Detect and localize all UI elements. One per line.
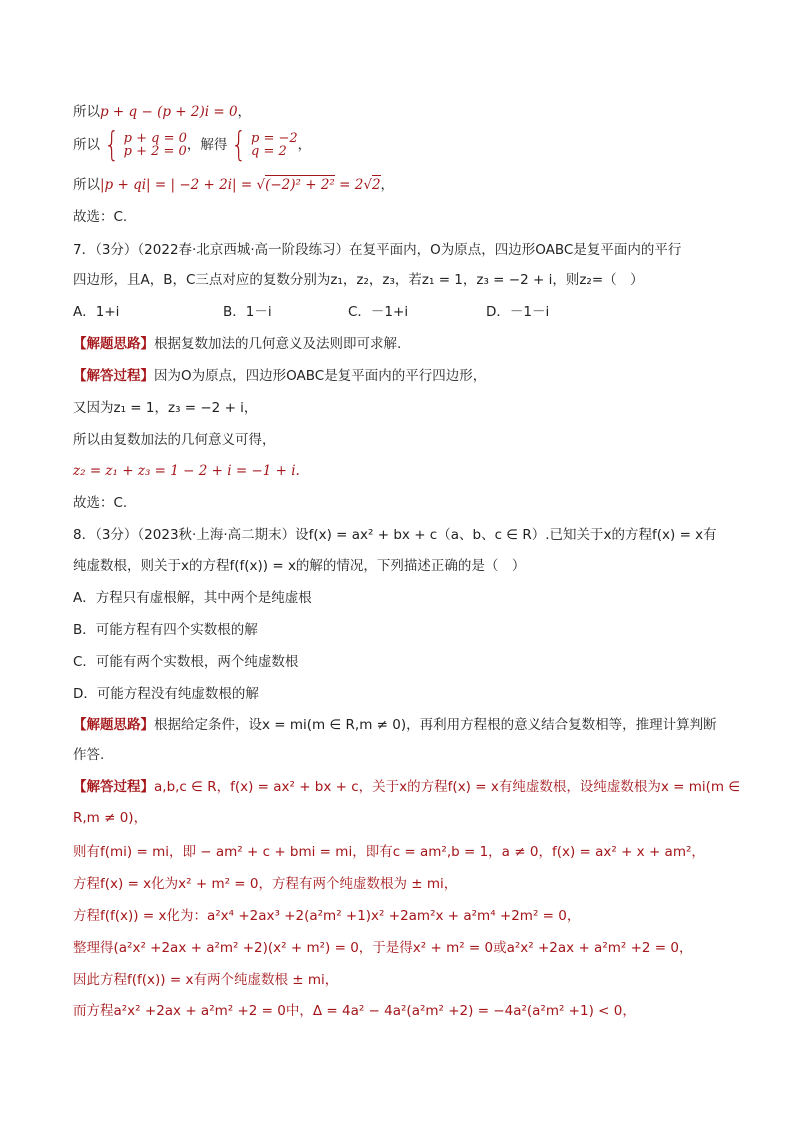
process-line [73,777,740,797]
equation-system [251,132,298,158]
solution-line: 而方程a²x² +2ax + a²m² +2 = 0中，Δ = 4a² − 4a²(a²m² +2) = −4a²(a²m² +1) < 0， [73,1003,636,1019]
question-7-stem-line2: 四边形，且A，B，C三点对应的复数分别为z₁，z₂，z₃，若z₁ = 1，z₃ = −2 + i，则z₂=（ ） [73,272,644,288]
text: ， [297,137,312,153]
hint-line [73,334,401,354]
hint-text: 根据复数加法的几何意义及法则即可求解. [154,336,402,352]
option-d: D．可能方程没有纯虚数根的解 [73,686,259,702]
option-a: A．方程只有虚根解，其中两个是纯虚根 [73,590,312,606]
sqrt-symbol: √ [363,177,372,193]
hint-line-continued: 作答. [73,747,105,763]
equation: p + q = 0 [123,131,187,146]
solution-line: z₂ = z₁ + z₃ = 1 − 2 + i = −1 + i. [73,463,300,479]
solution-line [73,125,312,165]
sqrt-content: (−2)² + 2² [265,177,335,193]
option-d: D．－1－i [486,304,550,320]
math-part: |p + qi| = | −2 + 2i| = [100,177,257,193]
equation: p = −2 [251,131,298,146]
process-tag: 【解答过程】 [73,368,154,384]
solution-line: 方程f(f(x)) = x化为：a²x⁴ +2ax³ +2(a²m² +1)x² +2am²x + a²m⁴ +2m² = 0， [73,908,581,924]
question-8-stem-line1: 8．（3分）（2023秋·上海·高二期末）设f(x) = ax² + bx + c（a、b、c ∈ R）.已知关于x的方程f(x) = x有 [73,527,717,543]
math-expression [100,175,381,193]
solution-line: 因此方程f(f(x)) = x有两个纯虚数根 ± mi， [73,972,339,988]
solution-line: 所以由复数加法的几何意义可得， [73,432,276,448]
process-line [73,366,486,386]
solution-line [73,102,251,122]
text: 所以 [73,177,100,193]
text: ， [237,104,252,120]
solution-line: 方程f(x) = x化为x² + m² = 0，方程有两个纯虚数根为 ± mi， [73,876,458,892]
sqrt-symbol: √ [256,177,266,193]
solution-line: R,m ≠ 0)， [73,810,148,826]
text: 所以 [73,137,100,153]
brace-symbol: { [231,125,247,165]
solution-line [73,175,394,195]
text: 所以 [73,104,100,120]
option-b: B．1－i [223,304,272,320]
option-c: C．－1+i [348,304,409,320]
text: ，解得 [186,137,228,153]
hint-text: 根据给定条件，设x = mi(m ∈ R,m ≠ 0)，再利用方程根的意义结合复数相等，推理计算判断 [154,717,717,733]
brace-symbol: { [104,125,120,165]
text: ， [380,177,395,193]
equation: p + 2 = 0 [123,144,187,159]
option-b: B．可能方程有四个实数根的解 [73,622,258,638]
option-c: C．可能有两个实数根，两个纯虚数根 [73,654,299,670]
answer-line: 故选：C. [73,209,128,225]
question-7-stem-line1: 7．（3分）（2022春·北京西城·高一阶段练习）在复平面内，O为原点，四边形OABC是复平面内的平行 [73,242,682,258]
hint-tag: 【解题思路】 [73,336,154,352]
equation-system [124,132,187,158]
math-part: = 2 [334,177,364,193]
equation: q = 2 [251,144,287,159]
solution-line: 则有f(mi) = mi，即 − am² + c + bmi = mi，即有c = am²,b = 1，a ≠ 0，f(x) = ax² + x + am²， [73,844,705,860]
process-tag: 【解答过程】 [73,779,154,795]
process-text: a,b,c ∈ R，f(x) = ax² + bx + c，关于x的方程f(x) = x有纯虚数根，设纯虚数根为x = mi(m ∈ [154,779,741,795]
answer-line: 故选：C. [73,495,128,511]
solution-line: 整理得(a²x² +2ax + a²m² +2)(x² + m²) = 0，于是得x² + m² = 0或a²x² +2ax + a²m² +2 = 0， [73,940,693,956]
hint-line [73,715,717,735]
hint-tag: 【解题思路】 [73,717,154,733]
option-a: A．1+i [73,304,120,320]
process-text: 因为O为原点，四边形OABC是复平面内的平行四边形， [154,368,487,384]
question-8-stem-line2: 纯虚数根，则关于x的方程f(f(x)) = x的解的情况，下列描述正确的是（ ） [73,558,526,574]
sqrt-content: 2 [371,177,381,193]
solution-line: 又因为z₁ = 1，z₃ = −2 + i， [73,400,258,416]
math-expression: p + q − (p + 2)i = 0 [100,104,238,120]
